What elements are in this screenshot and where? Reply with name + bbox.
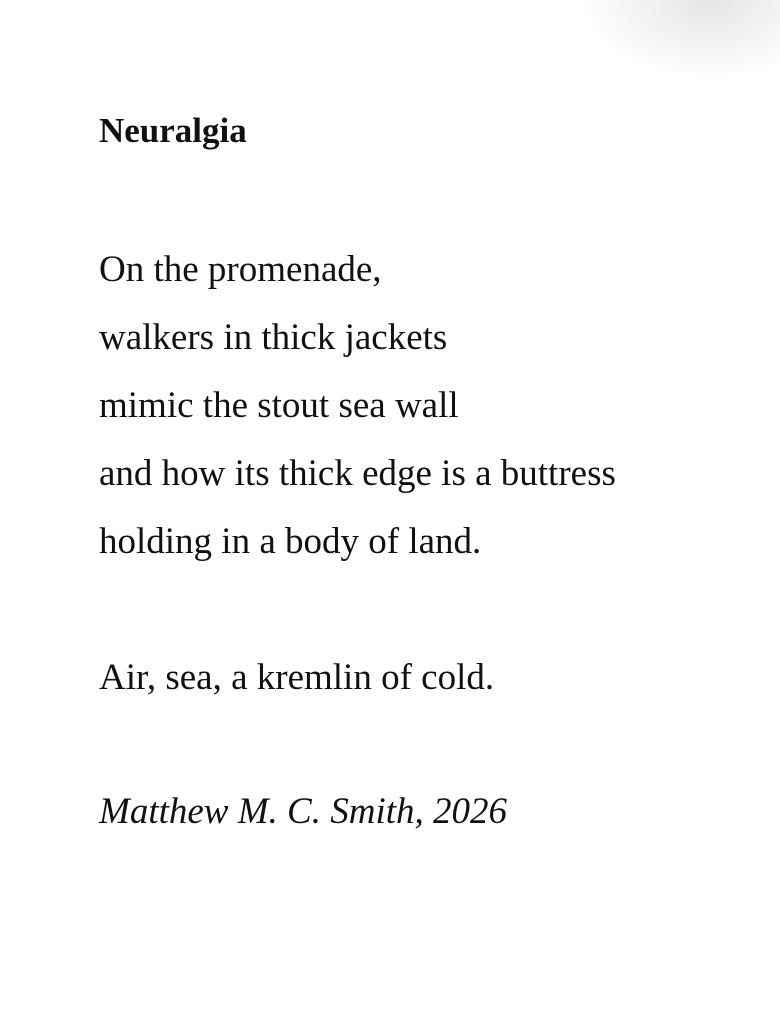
poem-line: Air, sea, a kremlin of cold.	[99, 657, 495, 698]
poem-line: On the promenade,	[99, 249, 382, 290]
poem-signature: Matthew M. C. Smith, 2026	[99, 791, 508, 832]
poem-title: Neuralgia	[99, 111, 247, 150]
poem-line: and how its thick edge is a buttress	[99, 453, 616, 494]
poem-line: walkers in thick jackets	[99, 317, 448, 358]
corner-shadow	[580, 0, 780, 80]
poem-line: mimic the stout sea wall	[99, 385, 459, 426]
poem-line: holding in a body of land.	[99, 521, 482, 562]
